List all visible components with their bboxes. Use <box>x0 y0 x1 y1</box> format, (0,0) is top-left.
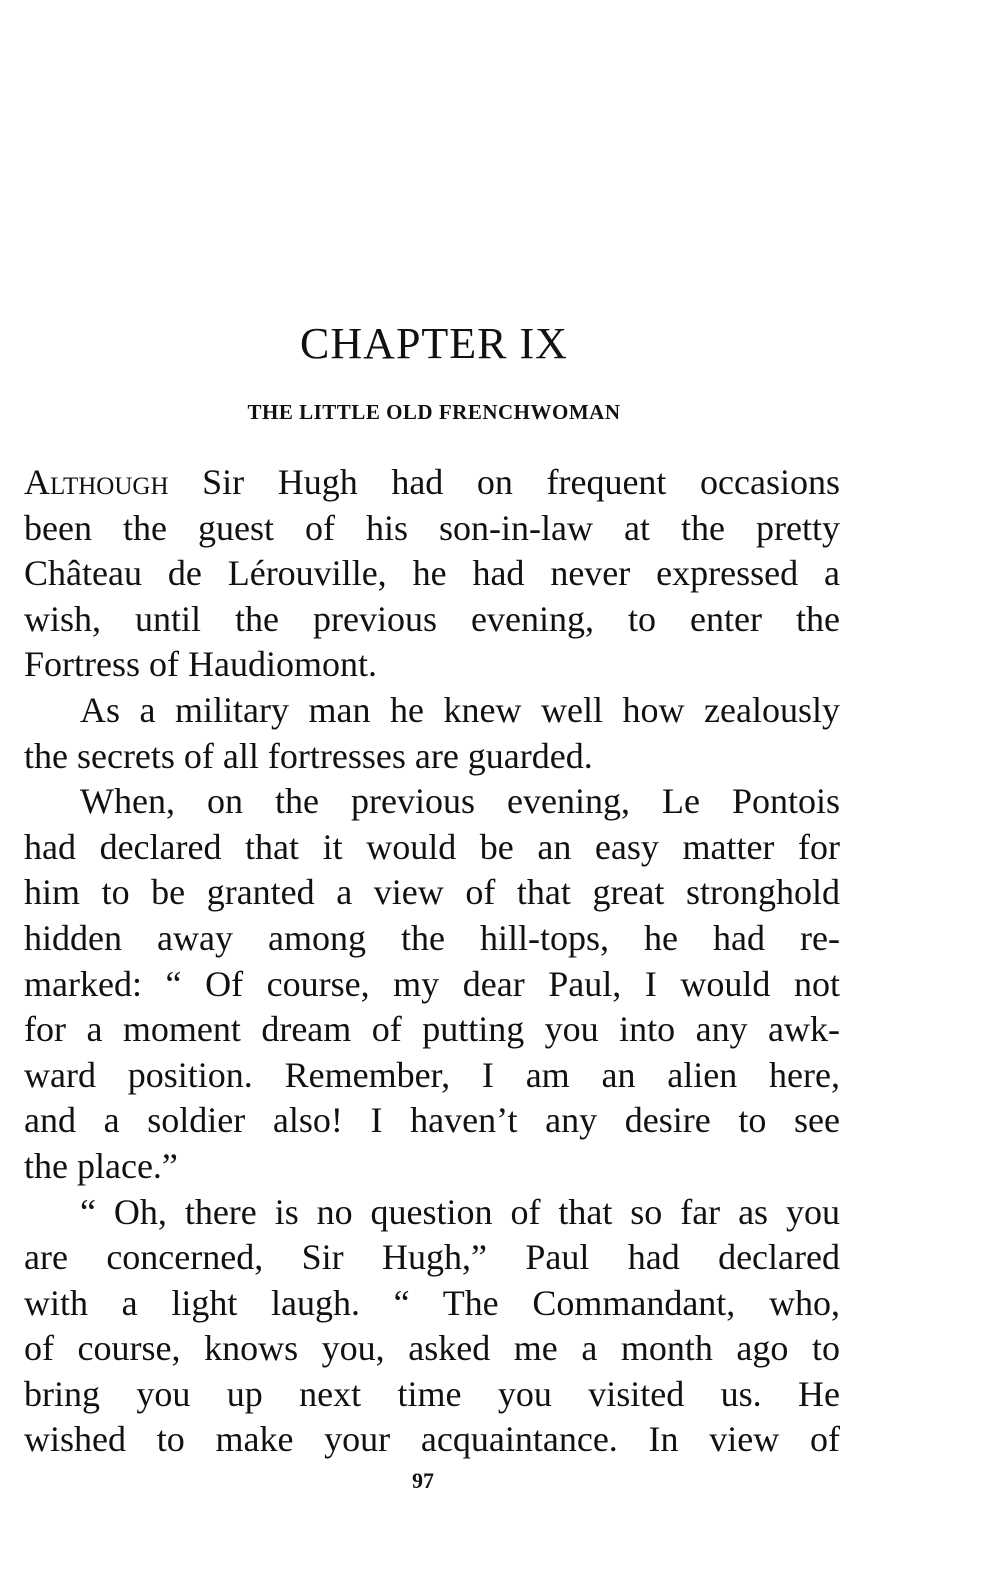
text-line: hidden away among the hill-tops, he had re- <box>24 917 840 958</box>
text-line: When, on the previous evening, Le Pontois <box>80 781 840 822</box>
body-text <box>24 460 840 1463</box>
text-line: with a light laugh. “ The Commandant, who, <box>24 1282 840 1323</box>
text-line <box>24 460 840 506</box>
text-line: had declared that it would be an easy matter for <box>24 826 840 867</box>
text-line: are concerned, Sir Hugh,” Paul had declared <box>24 1237 840 1278</box>
text-line: been the guest of his son-in-law at the pretty <box>24 507 840 548</box>
text-line: the secrets of all fortresses are guarded. <box>24 735 593 776</box>
text-line-content: Sir Hugh had on frequent occasions <box>168 462 840 502</box>
chapter-subtitle: THE LITTLE OLD FRENCHWOMAN <box>247 400 621 424</box>
text-line: of course, knows you, asked me a month ago to <box>24 1328 840 1369</box>
text-line: As a military man he knew well how zealously <box>80 689 840 730</box>
text-line: and a soldier also! I haven’t any desire to see <box>24 1100 840 1141</box>
text-line: ward position. Remember, I am an alien here, <box>24 1054 840 1095</box>
opening-word: Although <box>24 462 169 502</box>
text-line: “ Oh, there is no question of that so far as you <box>80 1191 840 1232</box>
text-line: the place.” <box>24 1145 178 1186</box>
text-line: wished to make your acquaintance. In view of <box>24 1419 840 1460</box>
page-number: 97 <box>412 1468 434 1493</box>
text-line: him to be granted a view of that great stronghold <box>24 872 840 913</box>
text-line: Château de Lérouville, he had never expressed a <box>24 553 840 594</box>
text-line: Fortress of Haudiomont. <box>24 644 377 685</box>
text-line: marked: “ Of course, my dear Paul, I would not <box>24 963 840 1004</box>
text-line: wish, until the previous evening, to enter the <box>24 598 840 639</box>
text-line: for a moment dream of putting you into any awk- <box>24 1009 840 1050</box>
chapter-title: CHAPTER IX <box>300 319 568 368</box>
text-line: bring you up next time you visited us. He <box>24 1373 840 1414</box>
